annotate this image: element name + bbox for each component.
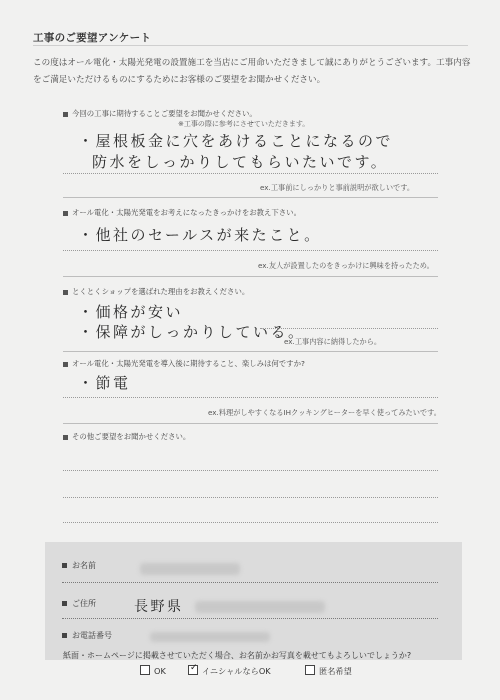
- option-ok[interactable]: [140, 665, 166, 676]
- question-text: とくとくショップを選ばれた理由をお教えください。: [72, 287, 250, 296]
- section-divider: [63, 197, 438, 198]
- answer-line: [63, 173, 438, 174]
- redacted-phone: [150, 632, 270, 642]
- address-field-line: [62, 618, 438, 619]
- option-label: OK: [154, 666, 166, 676]
- checkbox[interactable]: [188, 665, 198, 675]
- answer-1-line-1: ・屋根板金に穴をあけることになるので: [78, 132, 394, 150]
- question-2-label: [63, 207, 301, 218]
- answer-4-line-1: ・節電: [78, 374, 131, 392]
- square-bullet-icon: [62, 633, 67, 638]
- name-label: [62, 560, 96, 571]
- page-title: 工事のご要望アンケート: [33, 32, 152, 44]
- answer-line: [63, 522, 438, 523]
- option-anonymous[interactable]: [305, 665, 352, 677]
- title-divider: [33, 45, 468, 46]
- question-1-note: ※工事の際に参考にさせていただきます。: [178, 120, 310, 128]
- square-bullet-icon: [62, 601, 67, 606]
- option-label: イニシャルならOK: [202, 666, 271, 676]
- square-bullet-icon: [62, 563, 67, 568]
- checkbox[interactable]: [140, 665, 150, 675]
- name-label-text: お名前: [72, 561, 96, 570]
- answer-line: [260, 328, 438, 329]
- question-4-example: ex.料理がしやすくなるIHクッキングヒーターを早く使ってみたいです。: [208, 408, 441, 417]
- phone-label: [62, 630, 112, 641]
- address-label: [62, 598, 96, 609]
- square-bullet-icon: [63, 112, 68, 117]
- intro-text: この度はオール電化・太陽光発電の設置施工を当店にご用命いただきまして誠にありがとうございます。工事内容をご満足いただけるものにするためにお客様のご要望をお聞かせください。: [33, 58, 471, 85]
- redacted-name: [140, 563, 240, 575]
- question-3-label: [63, 286, 249, 297]
- question-text: オール電化・太陽光発電をお考えになったきっかけをお教え下さい。: [72, 208, 301, 217]
- answer-line: [63, 470, 438, 471]
- address-prefecture: 長野県: [134, 599, 184, 615]
- option-initial-ok[interactable]: [188, 665, 271, 677]
- question-2-example: ex.友人が設置したのをきっかけに興味を持ったため。: [258, 261, 434, 270]
- question-3-example: ex.工事内容に納得したから。: [284, 337, 382, 346]
- answer-3-line-2: ・保障がしっかりしている。: [78, 323, 306, 341]
- answer-1-line-2: 防水をしっかりしてもらいたいです。: [92, 153, 389, 171]
- question-text: オール電化・太陽光発電を導入後に期待すること、楽しみは何ですか?: [72, 359, 305, 368]
- redacted-address: [195, 601, 325, 613]
- checkbox[interactable]: [305, 665, 315, 675]
- question-1-label: [63, 108, 257, 119]
- question-text: 今回の工事に期待することご要望をお聞かせください。: [72, 109, 257, 118]
- square-bullet-icon: [63, 362, 68, 367]
- checkmark-icon: ✓: [190, 663, 198, 673]
- question-5-label: [63, 431, 190, 442]
- square-bullet-icon: [63, 290, 68, 295]
- section-divider: [63, 276, 438, 277]
- section-divider: [63, 423, 438, 424]
- answer-2-line-1: ・他社のセールスが来たこと。: [78, 226, 322, 244]
- question-1-example: ex.工事前にしっかりと事前説明が欲しいです。: [260, 183, 415, 192]
- answer-line: [63, 497, 438, 498]
- option-label: 匿名希望: [319, 666, 352, 676]
- name-field-line: [62, 582, 438, 583]
- answer-3-line-1: ・価格が安い: [78, 303, 184, 321]
- answer-line: [63, 250, 438, 251]
- consent-question: 紙面・ホームページに掲載させていただく場合、お名前かお写真を載せてもよろしいでしょうか?: [63, 651, 412, 660]
- address-label-text: ご住所: [72, 599, 96, 608]
- square-bullet-icon: [63, 211, 68, 216]
- square-bullet-icon: [63, 435, 68, 440]
- question-4-label: [63, 358, 305, 369]
- question-text: その他ご要望をお聞かせください。: [72, 432, 191, 441]
- answer-line: [63, 397, 438, 398]
- section-divider: [63, 351, 438, 352]
- phone-label-text: お電話番号: [72, 631, 112, 640]
